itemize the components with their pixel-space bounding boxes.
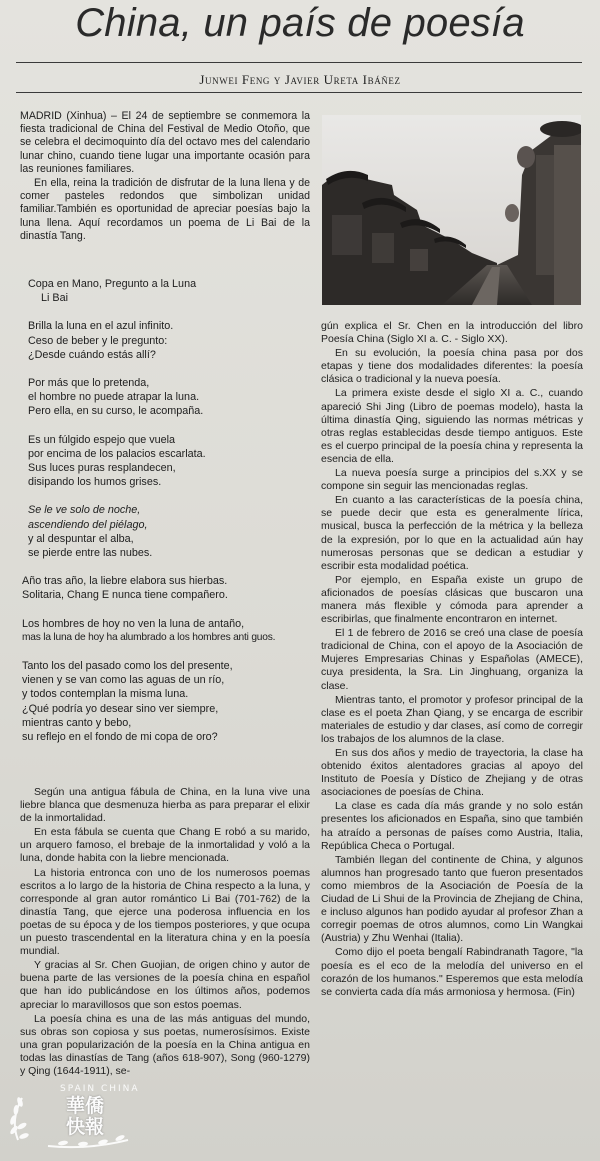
poem-line: vienen y se van como las aguas de un río, xyxy=(22,674,225,687)
watermark-arc-text: SPAIN CHINA xyxy=(60,1084,140,1094)
poem-author: Li Bai xyxy=(41,292,69,305)
poem-line: ¿Qué podría yo desear sino ver siempre, xyxy=(22,702,219,715)
body-paragraph: Según una antigua fábula de China, en la luna vive una liebre blanca que desmenuza hierba as para preparar el elixir de la inmortalidad. xyxy=(20,786,310,825)
publisher-watermark xyxy=(8,1080,158,1150)
body-paragraph: En sus dos años y medio de trayectoria, la clase ha obtenido éxitos alentadores gracias al apoyo del Instituto de Poesía y Dístico de Zhejiang y de otras asociaciones de poesías de China. xyxy=(321,747,583,799)
poem-line: ¿Desde cuándo estás allí? xyxy=(28,348,156,361)
poem-line: Tanto los del pasado como los del presente, xyxy=(22,660,233,673)
poem-line: Los hombres de hoy no ven la luna de antaño, xyxy=(22,617,245,630)
poem-line: Brilla la luna en el azul infinito. xyxy=(28,320,174,333)
header-rule-top xyxy=(16,62,582,63)
poem-line: mientras canto y bebo, xyxy=(22,716,132,729)
body-paragraph: Mientras tanto, el promotor y profesor principal de la clase es el poeta Zhan Qiang, y se encarga de escribir materiales de estudio y dar clases, así como de corregir los trabajos de los alumnos de la clase. xyxy=(321,693,583,745)
poem-line: Año tras año, la liebre elabora sus hierbas. xyxy=(22,575,228,588)
poem-line: Ceso de beber y le pregunto: xyxy=(28,334,168,347)
article-authors: Junwei Feng y Javier Ureta Ibáñez xyxy=(199,72,401,87)
header-rule-bottom xyxy=(16,92,582,93)
body-paragraph: En cuanto a las características de la poesía china, se puede decir que esta es generalmente lírica, musical, busca la perfección de la métrica y la belleza de la expresión, por lo que en la actualidad aún hay numerosas personas que se dedican a estudiar y escribir esta modalidad poética. xyxy=(321,494,583,572)
poem-line: Pero ella, en su curso, le acompaña. xyxy=(28,405,204,418)
poem-line: su reflejo en el fondo de mi copa de oro? xyxy=(22,731,218,744)
intro-paragraph: En ella, reina la tradición de disfrutar de la luna llena y de comer pasteles redondos que simbolizan unidad familiar.También es oportunidad de apreciar poesías bajo la luna llena. Aquí recordamos un poema de Li Bai de la dinastía Tang. xyxy=(20,177,310,242)
body-paragraph: Y gracias al Sr. Chen Guojian, de origen chino y autor de buena parte de las versiones de la poesía china en español que han ido publicándose en los últimos años, podemos apreciar lo maravillosos que son estos poemas. xyxy=(20,959,310,1011)
body-paragraph: Por ejemplo, en España existe un grupo de aficionados de poesías clásicas que buscaron una manera más flexible y cómoda para aprender a escribirlas, que finalmente encontraron en internet. xyxy=(321,573,583,626)
poem-line: Se le ve solo de noche, xyxy=(28,504,141,517)
poem-title: Copa en Mano, Pregunto a la Luna xyxy=(28,278,197,290)
poem-line: Es un fúlgido espejo que vuela xyxy=(28,433,176,446)
poem-line: y todos contemplan la misma luna. xyxy=(22,688,189,701)
right-body-text xyxy=(321,320,583,999)
body-paragraph: La poesía china es una de las más antiguas del mundo, sus obras son copiosa y sus poetas, numerosísimos. Existe una gran popularización de la poesía en la China antigua en todas las dinastías de Tang (años 618-907), Song (960-1279) y Qing (1644-1911), se- xyxy=(20,1012,310,1077)
intro-paragraph: MADRID (Xinhua) – El 24 de septiembre se conmemora la fiesta tradicional de China del Festival de Medio Otoño, que se celebra el decimoquinto día del octavo mes del calendario lunar chino, cuando tiene lugar una importante ocasión para las reuniones familiares. xyxy=(20,110,310,175)
poem-line: el hombre no puede atrapar la luna. xyxy=(28,391,200,404)
body-paragraph: El 1 de febrero de 2016 se creó una clase de poesía tradicional de China, con el apoyo de la Asociación de Mujeres Empresarias Chinas y Españolas (AMECE), cuya presidenta, la Sra. Lin Jinghuang, organiza la clase. xyxy=(321,627,583,692)
watermark-chinese-text: 華僑快報 xyxy=(66,1095,105,1138)
poem-block xyxy=(22,277,318,744)
poem-line: por encima de los palacios escarlata. xyxy=(28,447,206,460)
poem-line: disipando los humos grises. xyxy=(28,476,162,489)
body-paragraph: Como dijo el poeta bengalí Rabindranath Tagore, "la poesía es el eco de la melodía del universo en el corazón de los humanos." Esperemos que esta melodía se convierta cada día más armoniosa y hermosa. (Fin) xyxy=(321,946,583,998)
body-paragraph: La clase es cada día más grande y no solo están presentes los aficionados en España, sino que también ha atraído a personas de países como Austria, Italia, República Checa o Portugal. xyxy=(321,800,583,852)
article-headline: China, un país de poesía xyxy=(75,1,525,45)
poem-line: Por más que lo pretenda, xyxy=(28,377,150,390)
poem-line: ascendiendo del piélago, xyxy=(28,518,148,531)
body-paragraph: También llegan del continente de China, y algunos alumnos han progresado tanto que fueron presentados como miembros de la Asociación de Poesía de la Ciudad de Li Shui de la Provincia de Zhejiang de China, e incluso algunos han podido ayudar al profesor Zhan a corregir poemas de otros alumnos, como Lin Wangkai (Austria) y Zhu Wenhai (Italia). xyxy=(321,853,583,945)
body-paragraph: gún explica el Sr. Chen en la introducción del libro Poesía China (Siglo XI a. C. - Siglo XX). xyxy=(321,320,583,346)
article-photo xyxy=(322,115,581,305)
street-photo-illustration xyxy=(322,115,581,305)
poem-line: Sus luces puras resplandecen, xyxy=(28,462,176,475)
body-paragraph: La historia entronca con uno de los numerosos poemas escritos a lo largo de la historia de China respecto a la luna, y corresponde al gran autor romántico Li Bai (701-762) de la dinastía Tang, que ejerce una poderosa influencia en los poetas de su época y de los tiempos posteriores, y que ocupa un puesto trascendental en la literatura china y en la poesía mundial. xyxy=(20,866,310,958)
poem-line: Solitaria, Chang E nunca tiene compañero. xyxy=(22,589,228,602)
poem-line: se pierde entre las nubes. xyxy=(28,547,153,560)
intro-text xyxy=(20,110,310,243)
poem-line: mas la luna de hoy ha alumbrado a los hombres anti guos. xyxy=(22,631,276,643)
body-paragraph: En esta fábula se cuenta que Chang E robó a su marido, un arquero famoso, el brebaje de la inmortalidad y voló a la luna, donde habita con la liebre mencionada. xyxy=(20,826,310,865)
body-paragraph: La nueva poesía surge a principios del s.XX y se compone sin seguir las mencionadas reglas. xyxy=(321,467,583,493)
poem-line: y al despuntar el alba, xyxy=(28,532,134,545)
body-paragraph: La primera existe desde el siglo XI a. C., cuando apareció Shi Jing (Libro de poemas modelo), hasta la última dinastía Qing, siguiendo las normas métricas y otras reglas establecidas desde tiempo antiguos. Este es el cuerpo principal de la poesía china y representa la esencia de ella. xyxy=(321,387,583,465)
body-paragraph: En su evolución, la poesía china pasa por dos etapas y tiene dos modalidades diferentes: la poesía clásica o tradicional y la nueva poesía. xyxy=(321,347,583,386)
left-body-text xyxy=(20,786,310,1078)
